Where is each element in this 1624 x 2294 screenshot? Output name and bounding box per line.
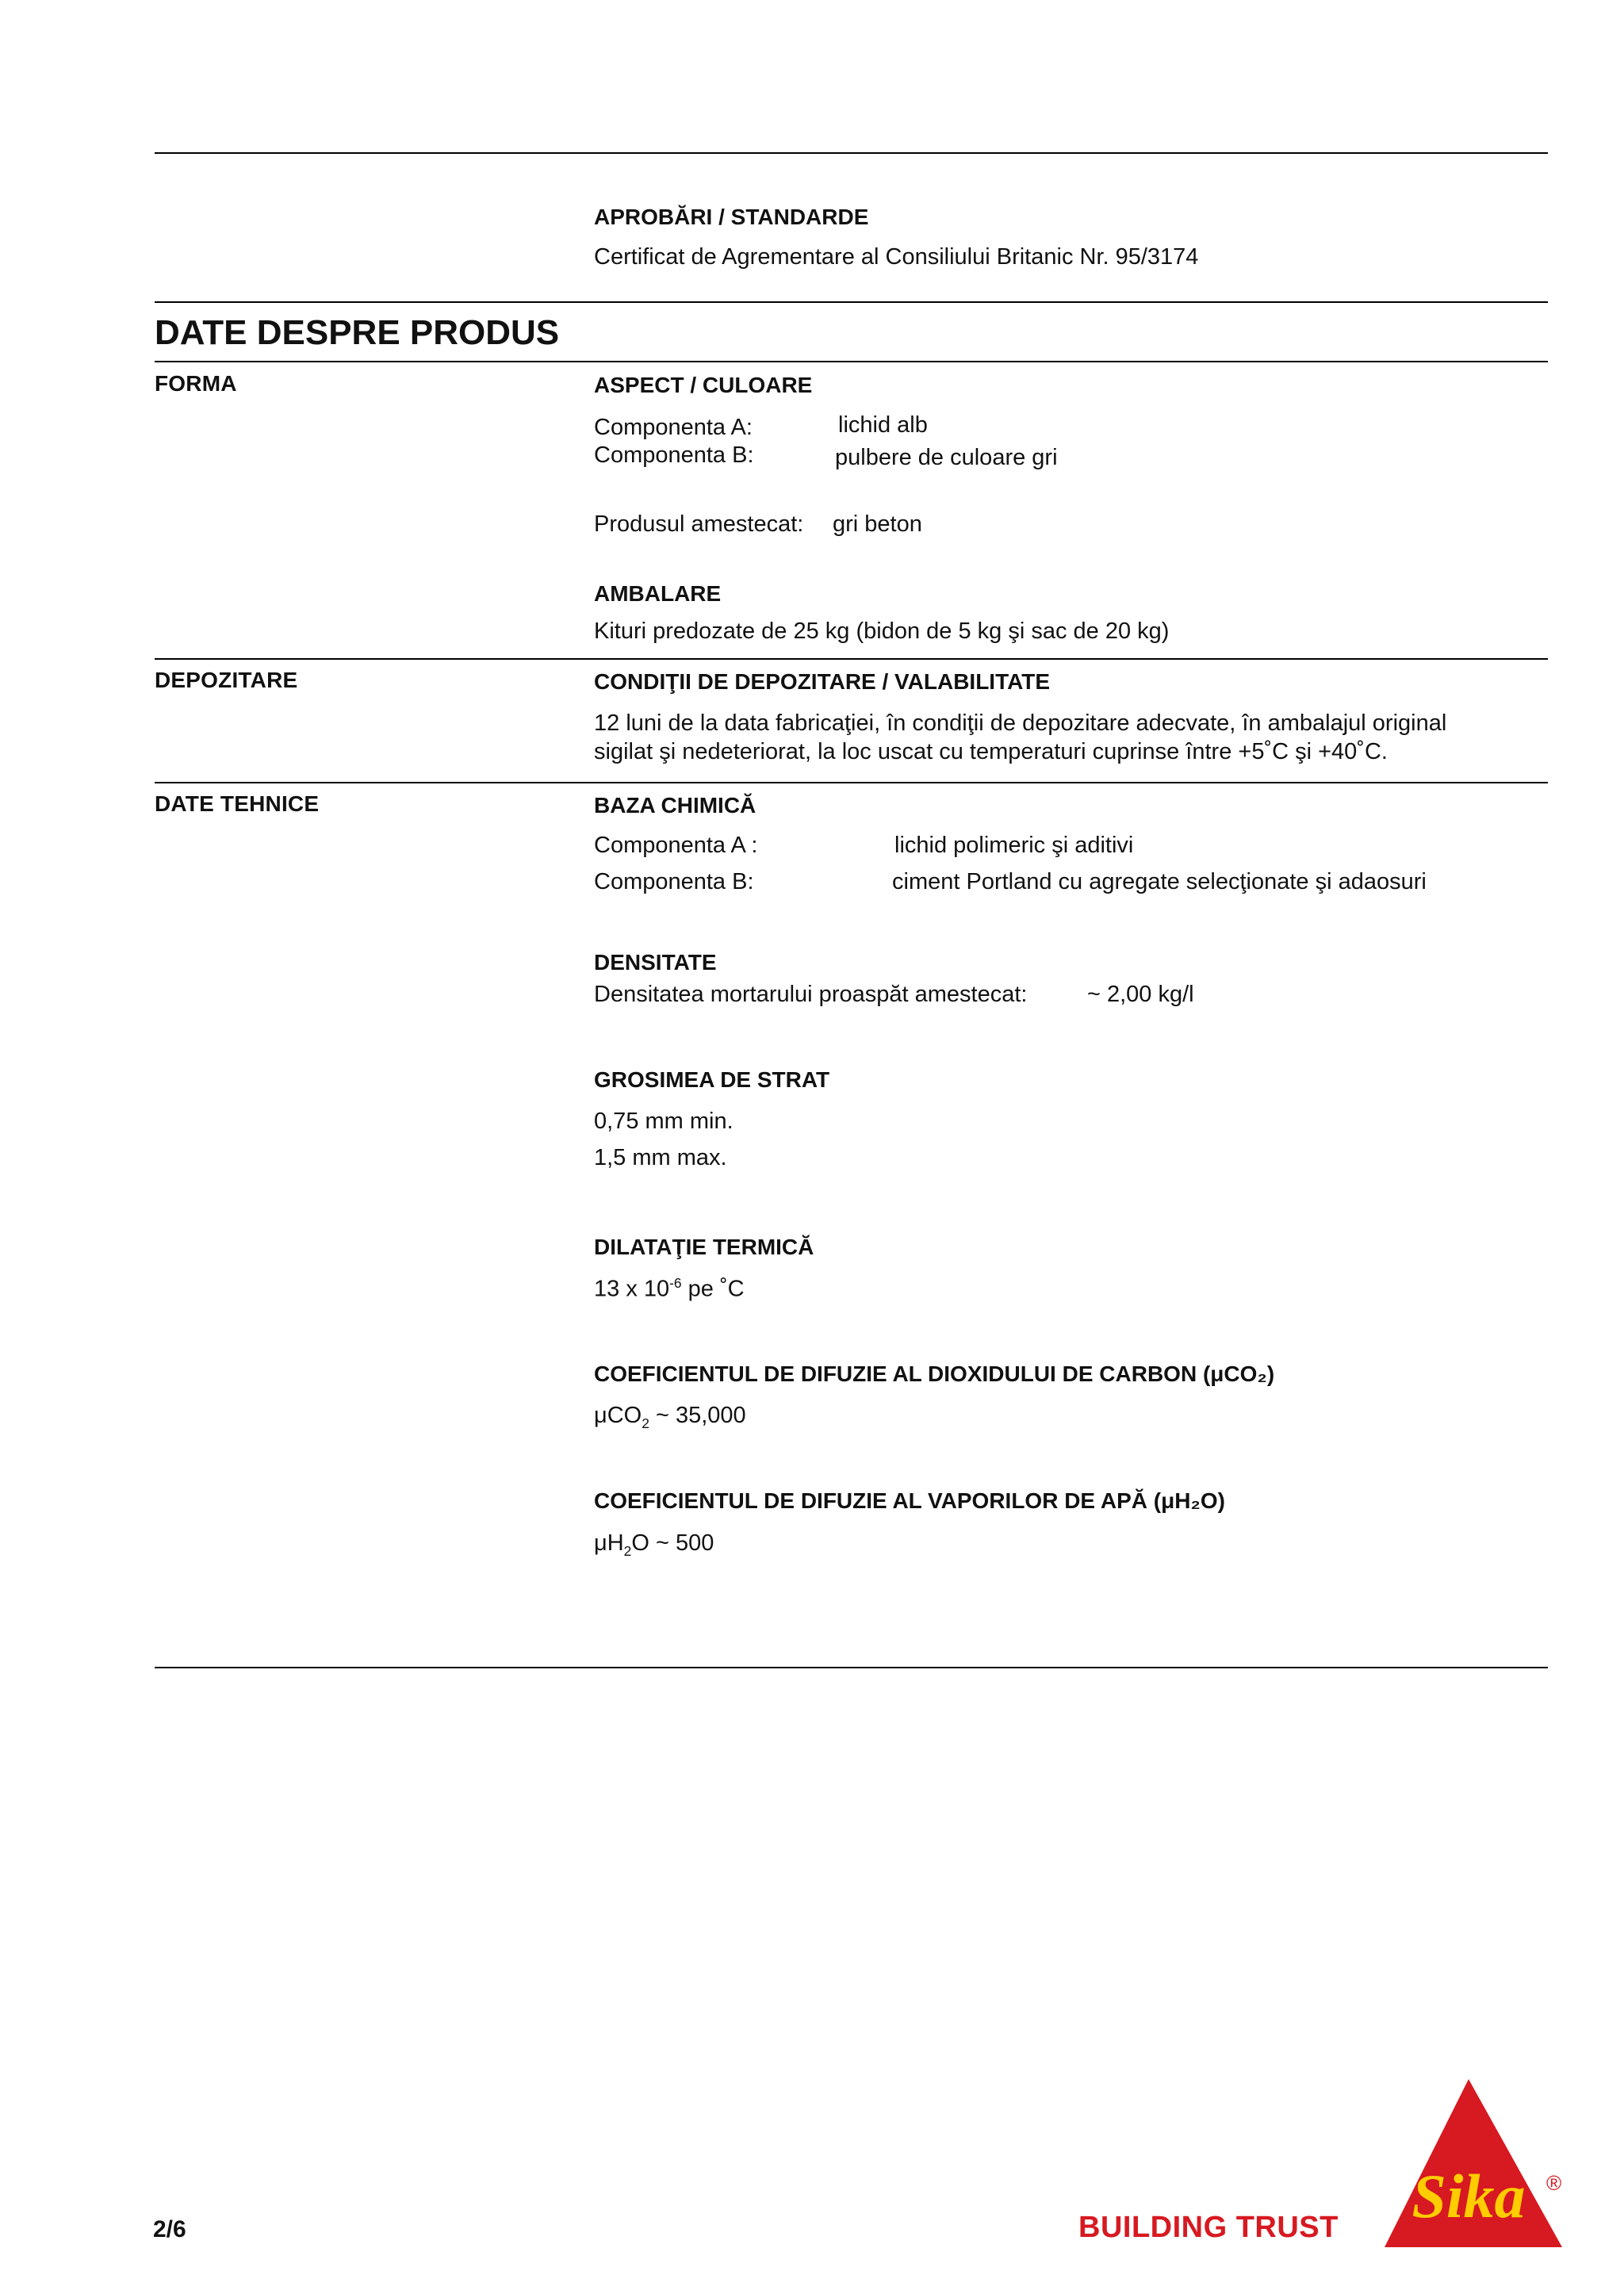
comp-a-label: Componenta A: (594, 415, 753, 440)
sika-logo (1381, 2076, 1572, 2250)
thickness-heading: GROSIMEA DE STRAT (594, 1067, 830, 1092)
h2o-symbol: μH (594, 1530, 624, 1556)
top-divider (155, 152, 1548, 154)
thickness-max: 1,5 mm max. (594, 1145, 727, 1170)
h2o-heading: COEFICIENTUL DE DIFUZIE AL VAPORILOR DE APĂ (μH₂O) (594, 1488, 1225, 1513)
date-tehnice-label: DATE TEHNICE (155, 791, 320, 816)
co2-value-line (594, 1403, 746, 1432)
density-label: Densitatea mortarului proaspăt amestecat: (594, 982, 1028, 1007)
storage-line-2: sigilat şi nedeteriorat, la loc uscat cu temperaturi cuprinse între +5˚C şi +40˚C. (594, 739, 1388, 764)
comp-b-label: Componenta B: (594, 442, 754, 468)
storage-line-1: 12 luni de la data fabricaţiei, în condiţii de depozitare adecvate, în ambalajul original (594, 710, 1447, 736)
chem-heading: BAZA CHIMICĂ (594, 793, 756, 818)
section-divider-bottom (155, 361, 1548, 362)
thermal-unit: pe ˚C (688, 1276, 745, 1302)
approvals-heading: APROBĂRI / STANDARDE (594, 205, 869, 229)
aspect-heading: ASPECT / CULOARE (594, 373, 813, 397)
page-number: 2/6 (153, 2216, 186, 2242)
storage-heading: CONDIŢII DE DEPOZITARE / VALABILITATE (594, 669, 1051, 694)
sika-logo-text: Sika (1411, 2162, 1526, 2231)
thermal-value (594, 1275, 745, 1303)
packaging-heading: AMBALARE (594, 581, 722, 606)
density-heading: DENSITATE (594, 950, 717, 975)
divider-depozitare (155, 658, 1548, 660)
forma-label: FORMA (155, 371, 237, 396)
packaging-text: Kituri predozate de 25 kg (bidon de 5 kg şi sac de 20 kg) (594, 618, 1170, 644)
approvals-text: Certificat de Agrementare al Consiliului Britanic Nr. 95/3174 (594, 244, 1199, 270)
co2-symbol: μCO (594, 1403, 642, 1428)
thickness-min: 0,75 mm min. (594, 1109, 733, 1134)
chem-a-value: lichid polimeric şi aditivi (894, 833, 1134, 858)
section-title: DATE DESPRE PRODUS (155, 313, 560, 352)
thermal-exponent: -6 (669, 1275, 682, 1291)
bottom-divider (155, 1667, 1548, 1668)
thermal-base: 13 x 10 (594, 1276, 670, 1302)
h2o-value-line (594, 1530, 714, 1560)
density-value: ~ 2,00 kg/l (1087, 982, 1194, 1007)
depozitare-label: DEPOZITARE (155, 668, 298, 692)
co2-value: ~ 35,000 (655, 1403, 746, 1428)
h2o-symbol-end: O (631, 1530, 649, 1556)
section-divider-top (155, 301, 1548, 303)
co2-subscript: 2 (642, 1415, 649, 1431)
mixed-label: Produsul amestecat: (594, 511, 804, 537)
sika-triangle-icon (1381, 2076, 1572, 2250)
comp-b-value: pulbere de culoare gri (835, 445, 1058, 470)
chem-b-value: ciment Portland cu agregate selecţionate şi adaosuri (892, 869, 1427, 894)
tagline: BUILDING TRUST (1078, 2211, 1339, 2244)
co2-heading: COEFICIENTUL DE DIFUZIE AL DIOXIDULUI DE CARBON (μCO₂) (594, 1361, 1275, 1386)
chem-a-label: Componenta A : (594, 833, 758, 858)
chem-b-label: Componenta B: (594, 869, 754, 894)
comp-a-value: lichid alb (838, 412, 928, 438)
mixed-value: gri beton (833, 511, 922, 537)
registered-mark: ® (1546, 2171, 1562, 2195)
h2o-value: ~ 500 (655, 1530, 714, 1556)
h2o-subscript: 2 (623, 1542, 632, 1559)
thermal-heading: DILATAŢIE TERMICĂ (594, 1235, 814, 1259)
divider-date-tehnice (155, 782, 1548, 783)
